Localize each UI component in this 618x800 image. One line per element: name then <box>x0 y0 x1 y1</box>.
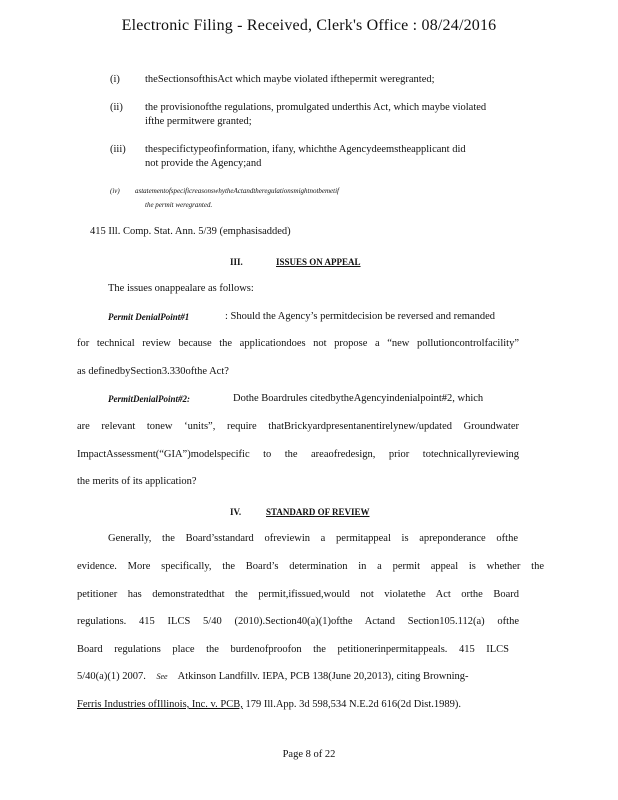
section-iv-number: IV. <box>230 507 242 517</box>
see-signal: See <box>156 672 168 681</box>
standard-line-7-end: 179 Ill.App. 3d 598,534 N.E.2d 616(2d Dist.1989). <box>242 699 462 710</box>
section-iii-title: ISSUES ON APPEAL <box>276 257 361 267</box>
denial-point-1-label: Permit DenialPoint#1 <box>108 312 190 322</box>
list-item-ii-text-cont: ifthe permitwere granted; <box>145 116 252 127</box>
case-name-browning-ferris: Ferris Industries ofIllinois, Inc. v. PCB, <box>77 699 243 710</box>
page-number: Page 8 of 22 <box>282 749 336 760</box>
list-item-iv-text: astatementofspecificreasonswhytheActandtheregulationsmightnotbemetif <box>135 187 340 195</box>
standard-line-6-end: Atkinson Landfillv. IEPA, PCB 138(June 20,2013), citing Browning- <box>177 671 469 682</box>
standard-line-5: Board regulations place the burdenofproofon the petitionerinpermitappeals. 415 ILCS <box>77 644 509 655</box>
filing-stamp-header: Electronic Filing - Received, Clerk's Office : 08/24/2016 <box>121 17 497 34</box>
list-number-iv: (iv) <box>110 187 120 195</box>
issues-intro: The issues onappealare as follows: <box>108 283 254 294</box>
list-item-ii-text: the provisionofthe regulations, promulgated underthis Act, which maybe violated <box>145 102 487 113</box>
list-number-i: (i) <box>110 74 120 85</box>
standard-line-6-start: 5/40(a)(1) 2007. <box>77 671 146 682</box>
section-iv-title: STANDARD OF REVIEW <box>266 507 370 517</box>
denial-point-2-line4: the merits of its application? <box>77 476 197 487</box>
standard-line-3: petitioner has demonstratedthat the permit,ifissued,would not violatethe Act orthe Board <box>77 589 519 600</box>
denial-point-2-line1: Dothe Boardrules citedbytheAgencyindenialpoint#2, which <box>233 393 484 404</box>
list-number-iii: (iii) <box>110 144 126 155</box>
list-item-iv-text-cont: the permit weregranted. <box>145 201 213 209</box>
standard-line-4: regulations. 415 ILCS 5/40 (2010).Section40(a)(1)ofthe Actand Section105.112(a) ofthe <box>77 616 519 627</box>
section-iii-number: III. <box>230 257 243 267</box>
list-number-ii: (ii) <box>110 102 123 113</box>
statute-citation: 415 Ill. Comp. Stat. Ann. 5/39 (emphasisadded) <box>90 226 291 237</box>
denial-point-2-label: PermitDenialPoint#2: <box>108 394 190 404</box>
standard-line-2: evidence. More specifically, the Board’s determination in a permit appeal is whether the <box>77 561 544 572</box>
list-item-iii-text-cont: not provide the Agency;and <box>145 158 262 169</box>
list-item-iii-text: thespecifictypeofinformation, ifany, whichthe Agencydeemstheapplicant did <box>145 144 466 155</box>
denial-point-1-line2: for technical review because the applicationdoes not propose a “new pollutioncontrolfacility” <box>77 338 519 349</box>
standard-line-1: Generally, the Board’sstandard ofreviewin a permitappeal is apreponderance ofthe <box>108 533 518 544</box>
denial-point-2-line2: are relevant tonew ‘units”, require thatBrickyardpresentanentirelynew/updated Groundwater <box>77 421 519 432</box>
denial-point-1-line3: as definedbySection3.330ofthe Act? <box>77 366 229 377</box>
standard-line-7 <box>77 698 461 712</box>
standard-line-6 <box>77 670 469 684</box>
denial-point-1-line1: : Should the Agency’s permitdecision be reversed and remanded <box>225 311 496 322</box>
denial-point-2-line3: ImpactAssessment(“GIA”)modelspecific to the areaofredesign, prior totechnicallyreviewing <box>77 449 519 460</box>
list-item-i-text: theSectionsofthisAct which maybe violated ifthepermit weregranted; <box>145 74 435 85</box>
